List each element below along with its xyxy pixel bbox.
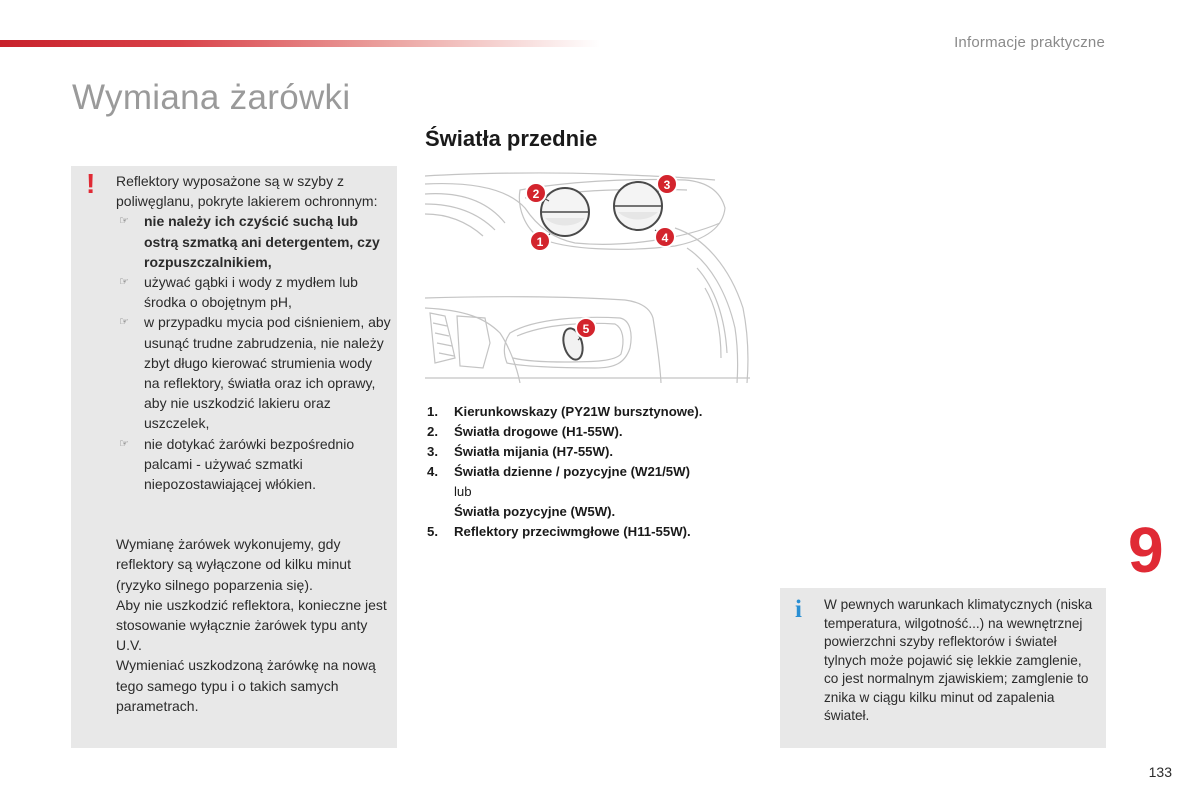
callout-4: [655, 227, 675, 247]
legend-row: Światła pozycyjne (W5W).: [454, 504, 616, 519]
callout-3: [657, 174, 677, 194]
svg-text:4: 4: [661, 231, 669, 245]
high-beam-lamp: [614, 182, 662, 230]
low-beam-lamp: [541, 188, 589, 236]
list-item: ☞ nie dotykać żarówki bezpośrednio palcami - używać szmatki niepozostawiającej włókien.: [119, 435, 355, 493]
legend-row: 1. Kierunkowskazy (PY21W bursztynowe).: [427, 404, 703, 419]
warning-text: [116, 171, 391, 716]
list-item: ☞ w przypadku mycia pod ciśnieniem, aby usunąć trudne zabrudzenia, nie należy zbyt długo kierować strumienia wody na reflektory, światła oraz ich oprawy, aby nie uszkodzić lakieru oraz uszczelek,: [119, 314, 391, 432]
svg-text:1: 1: [536, 235, 544, 249]
chapter-number: 9: [1128, 514, 1164, 586]
info-icon: i: [795, 596, 802, 623]
list-item: ☞ używać gąbki i wody z mydłem lub środka o obojętnym pH,: [119, 274, 358, 311]
legend-row: 4. Światła dzienne / pozycyjne (W21/5W): [427, 464, 690, 479]
page-title: Wymiana żarówki: [72, 78, 351, 117]
legend-row: lub: [454, 484, 472, 499]
bulb-legend: [427, 402, 757, 542]
pointing-hand-icon: ☞: [119, 215, 129, 228]
svg-text:2: 2: [532, 187, 540, 201]
exclamation-icon: !: [86, 168, 96, 199]
warning-paragraph: Wymieniać uszkodzoną żarówkę na nową tego samego typu i o takich samych parametrach.: [116, 657, 376, 714]
legend-row: 5. Reflektory przeciwmgłowe (H11-55W).: [427, 524, 691, 539]
headlight-illustration: [425, 168, 750, 383]
svg-text:3: 3: [663, 178, 671, 192]
list-item: ☞ nie należy ich czyścić suchą lub ostrą szmatką ani detergentem, czy rozpuszczalnikiem,: [119, 213, 380, 270]
legend-row: 2. Światła drogowe (H1-55W).: [427, 424, 623, 439]
callout-2: [526, 183, 546, 203]
page-number: 133: [1148, 764, 1172, 780]
warning-list: [116, 211, 391, 494]
svg-text:5: 5: [582, 322, 590, 336]
section-heading: Światła przednie: [425, 126, 598, 151]
callout-1: [530, 231, 550, 251]
info-text: W pewnych warunkach klimatycznych (niska temperatura, wilgotność...) na wewnętrznej powierzchni szyby reflektorów i świateł tylnych może pojawić się lekkie zamglenie, co jest normalnym zjawiskiem; zamglenie to znika w ciągu kilku minut od zapalenia świateł.: [824, 597, 1093, 723]
callout-5: [576, 318, 596, 338]
warning-intro: Reflektory wyposażone są w szyby z poliwęglanu, pokryte lakierem ochronnym:: [116, 173, 378, 210]
header-accent-bar: [0, 40, 600, 47]
warning-paragraph: Aby nie uszkodzić reflektora, konieczne jest stosowanie wyłącznie żarówek typu anty U.V.: [116, 596, 387, 654]
pointing-hand-icon: ☞: [119, 316, 129, 329]
warning-paragraph: Wymianę żarówek wykonujemy, gdy reflektory są wyłączone od kilku minut (ryzyko silnego poparzenia się).: [116, 536, 351, 593]
pointing-hand-icon: ☞: [119, 276, 129, 289]
pointing-hand-icon: ☞: [119, 437, 129, 450]
legend-row: 3. Światła mijania (H7-55W).: [427, 444, 614, 459]
section-label: Informacje praktyczne: [954, 34, 1105, 51]
